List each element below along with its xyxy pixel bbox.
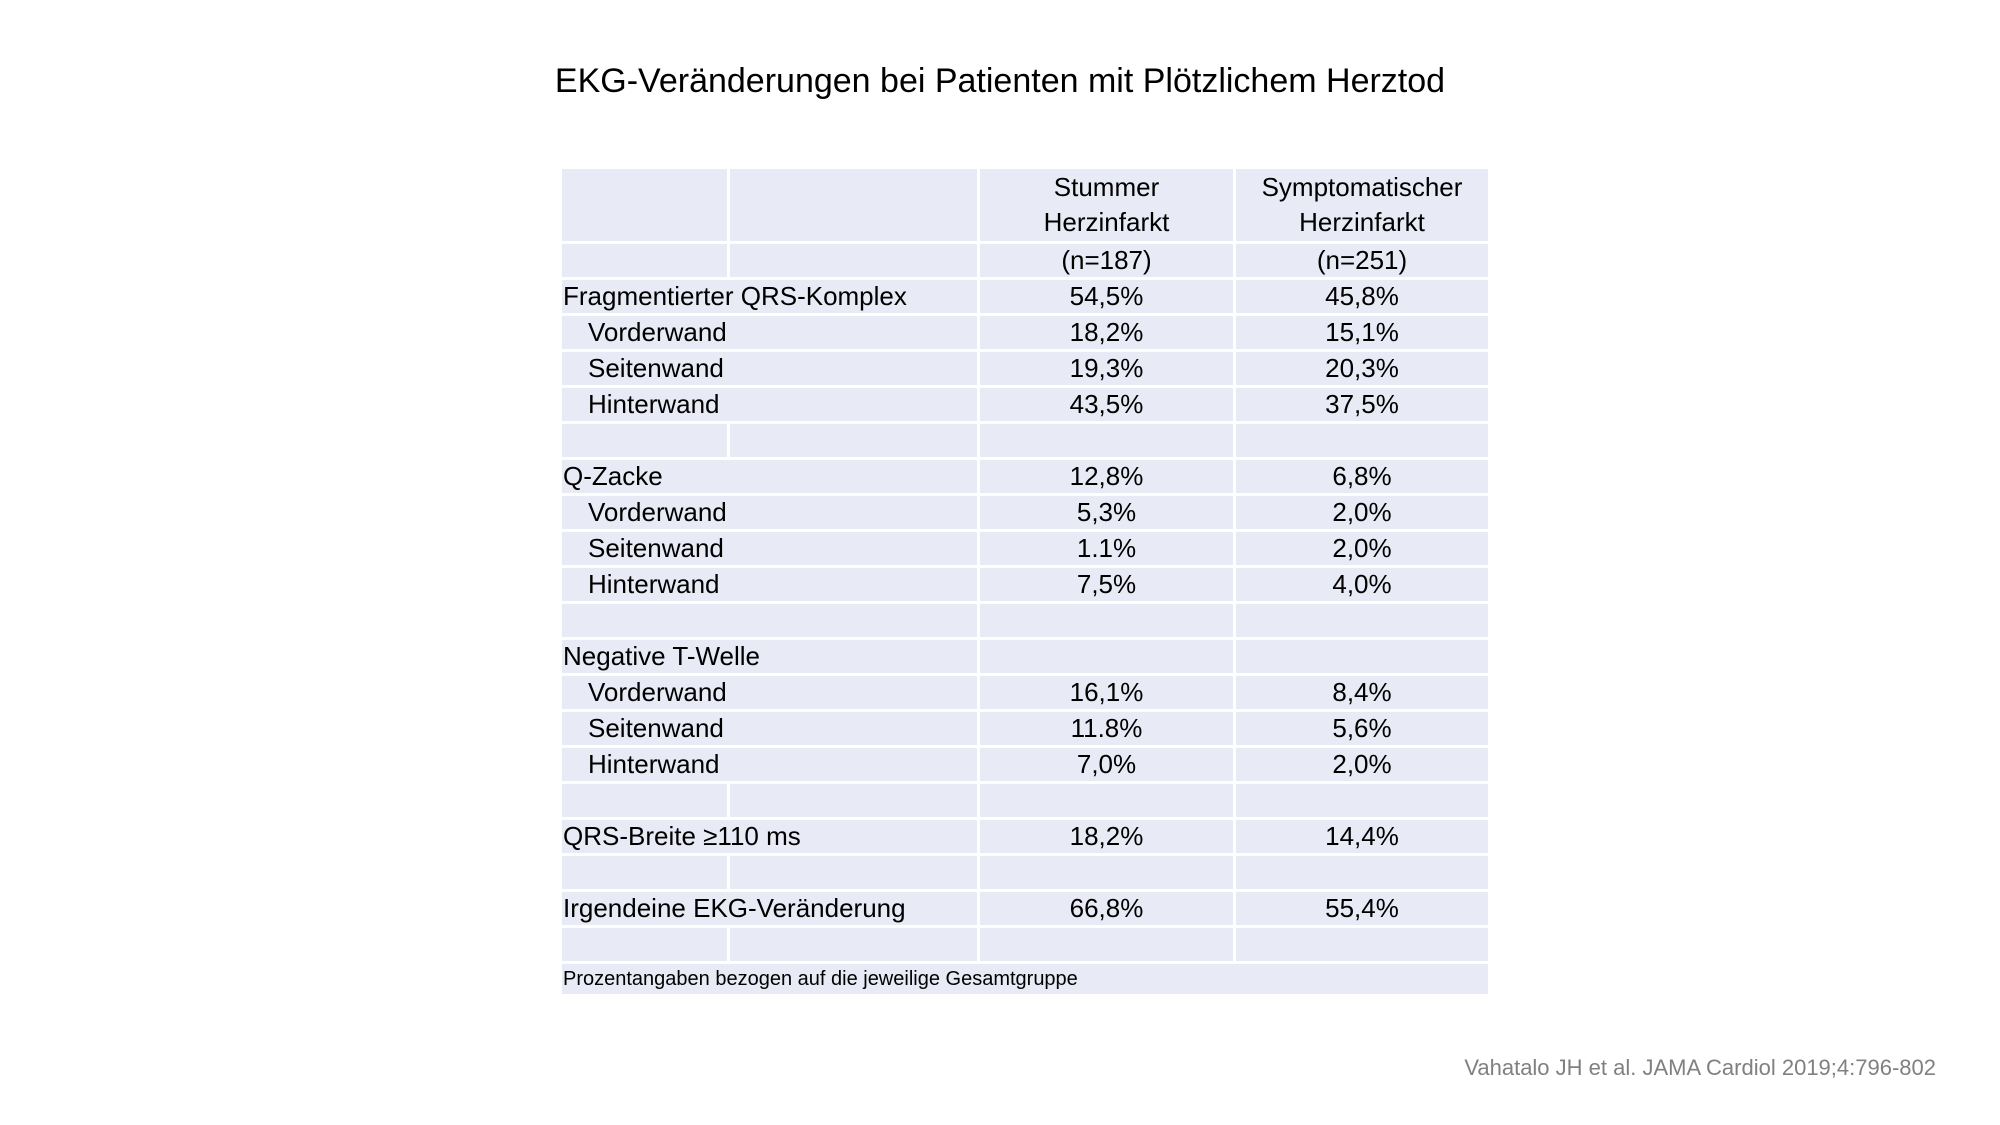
value-symptomatic-mi: 15,1% xyxy=(1235,315,1490,351)
value-silent-mi: 1.1% xyxy=(979,531,1235,567)
table-row xyxy=(561,495,1490,531)
table-row xyxy=(561,819,1490,855)
value-symptomatic-mi: 6,8% xyxy=(1235,459,1490,495)
empty-cell xyxy=(1235,927,1490,963)
value-symptomatic-mi: 20,3% xyxy=(1235,351,1490,387)
empty-cell xyxy=(729,855,979,891)
citation: Vahatalo JH et al. JAMA Cardiol 2019;4:796-802 xyxy=(1464,1055,1936,1080)
spacer-row xyxy=(561,603,1490,639)
table-row xyxy=(561,459,1490,495)
value-silent-mi: 18,2% xyxy=(979,819,1235,855)
row-label: QRS-Breite ≥110 ms xyxy=(561,819,979,855)
row-label: Hinterwand xyxy=(561,747,979,783)
value-symptomatic-mi: 45,8% xyxy=(1235,279,1490,315)
row-label: Fragmentierter QRS-Komplex xyxy=(561,279,979,315)
value-silent-mi: 54,5% xyxy=(979,279,1235,315)
value-symptomatic-mi: 8,4% xyxy=(1235,675,1490,711)
value-symptomatic-mi: 37,5% xyxy=(1235,387,1490,423)
table-row xyxy=(561,711,1490,747)
column-n-silent-mi: (n=187) xyxy=(979,243,1235,279)
empty-cell xyxy=(729,927,979,963)
empty-cell xyxy=(979,603,1235,639)
empty-cell xyxy=(1235,423,1490,459)
value-symptomatic-mi: 2,0% xyxy=(1235,747,1490,783)
row-label: Seitenwand xyxy=(561,711,979,747)
slide-title: EKG-Veränderungen bei Patienten mit Plötzlichem Herztod xyxy=(554,62,1446,100)
header-row xyxy=(561,168,1490,243)
table-footnote: Prozentangaben bezogen auf die jeweilige Gesamtgruppe xyxy=(561,963,1490,996)
row-label: Irgendeine EKG-Veränderung xyxy=(561,891,979,927)
value-silent-mi: 7,0% xyxy=(979,747,1235,783)
ekg-table xyxy=(559,166,1491,997)
row-label: Negative T-Welle xyxy=(561,639,979,675)
table-row xyxy=(561,675,1490,711)
table-row xyxy=(561,567,1490,603)
value-silent-mi: 7,5% xyxy=(979,567,1235,603)
row-label: Vorderwand xyxy=(561,495,979,531)
header-empty-cell xyxy=(561,243,729,279)
value-symptomatic-mi xyxy=(1235,639,1490,675)
value-symptomatic-mi: 4,0% xyxy=(1235,567,1490,603)
table-row xyxy=(561,279,1490,315)
table-row xyxy=(561,387,1490,423)
empty-cell xyxy=(979,423,1235,459)
value-silent-mi xyxy=(979,639,1235,675)
empty-cell xyxy=(1235,783,1490,819)
spacer-row xyxy=(561,423,1490,459)
row-label: Hinterwand xyxy=(561,567,979,603)
empty-cell xyxy=(561,783,729,819)
empty-cell xyxy=(561,603,979,639)
spacer-row xyxy=(561,855,1490,891)
empty-cell xyxy=(1235,603,1490,639)
column-header-symptomatic-mi: Symptomatischer Herzinfarkt xyxy=(1235,168,1490,243)
value-symptomatic-mi: 2,0% xyxy=(1235,531,1490,567)
table-row xyxy=(561,531,1490,567)
footnote-row xyxy=(561,963,1490,996)
value-silent-mi: 11.8% xyxy=(979,711,1235,747)
table-row xyxy=(561,891,1490,927)
header-empty-cell xyxy=(729,243,979,279)
empty-cell xyxy=(729,423,979,459)
empty-cell xyxy=(561,855,729,891)
row-label: Hinterwand xyxy=(561,387,979,423)
table-row xyxy=(561,747,1490,783)
value-silent-mi: 16,1% xyxy=(979,675,1235,711)
empty-cell xyxy=(561,423,729,459)
value-silent-mi: 66,8% xyxy=(979,891,1235,927)
spacer-row xyxy=(561,783,1490,819)
value-symptomatic-mi: 2,0% xyxy=(1235,495,1490,531)
empty-cell xyxy=(561,927,729,963)
row-label: Vorderwand xyxy=(561,675,979,711)
row-label: Seitenwand xyxy=(561,351,979,387)
empty-cell xyxy=(979,783,1235,819)
column-header-silent-mi: Stummer Herzinfarkt xyxy=(979,168,1235,243)
empty-cell xyxy=(729,783,979,819)
empty-cell xyxy=(979,927,1235,963)
table-row xyxy=(561,639,1490,675)
table-row xyxy=(561,351,1490,387)
value-silent-mi: 12,8% xyxy=(979,459,1235,495)
value-silent-mi: 18,2% xyxy=(979,315,1235,351)
value-symptomatic-mi: 5,6% xyxy=(1235,711,1490,747)
value-symptomatic-mi: 55,4% xyxy=(1235,891,1490,927)
value-symptomatic-mi: 14,4% xyxy=(1235,819,1490,855)
header-empty-cell xyxy=(729,168,979,243)
value-silent-mi: 43,5% xyxy=(979,387,1235,423)
row-label: Seitenwand xyxy=(561,531,979,567)
value-silent-mi: 5,3% xyxy=(979,495,1235,531)
header-empty-cell xyxy=(561,168,729,243)
empty-cell xyxy=(979,855,1235,891)
empty-cell xyxy=(1235,855,1490,891)
row-label: Vorderwand xyxy=(561,315,979,351)
column-n-symptomatic-mi: (n=251) xyxy=(1235,243,1490,279)
table-row xyxy=(561,315,1490,351)
spacer-row xyxy=(561,927,1490,963)
value-silent-mi: 19,3% xyxy=(979,351,1235,387)
ekg-table-container xyxy=(559,166,1488,997)
row-label: Q-Zacke xyxy=(561,459,979,495)
header-n-row xyxy=(561,243,1490,279)
